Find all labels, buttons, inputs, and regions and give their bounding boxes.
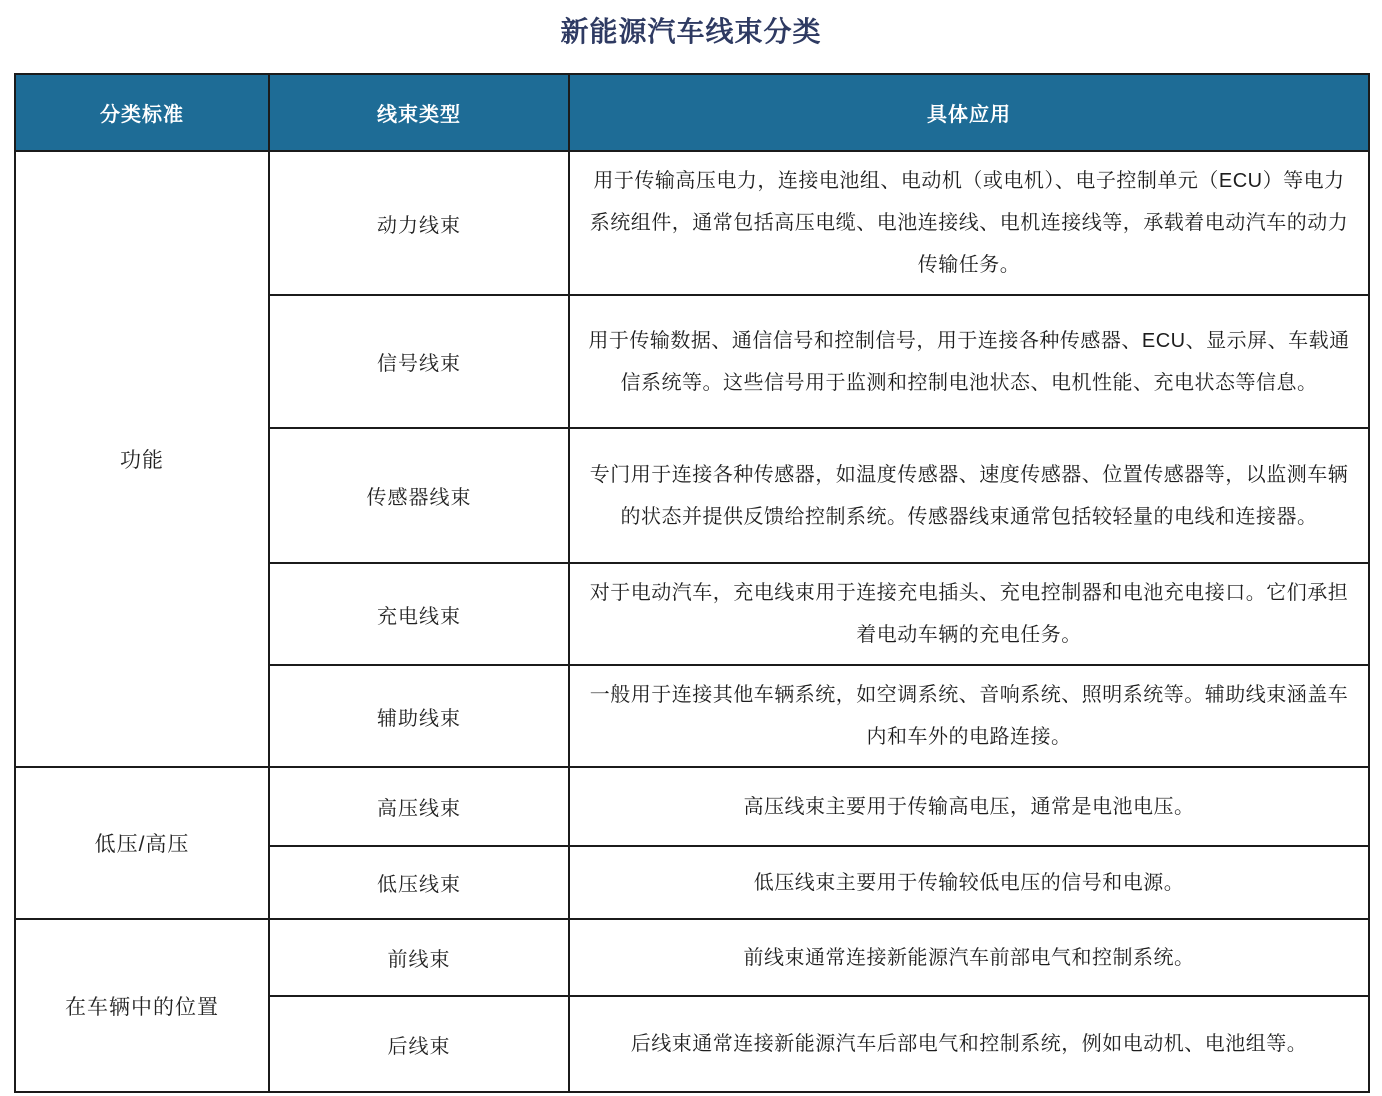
- application-cell: 专门用于连接各种传感器，如温度传感器、速度传感器、位置传感器等，以监测车辆的状态并提供反馈给控制系统。传感器线束通常包括较轻量的电线和连接器。: [569, 428, 1369, 563]
- category-cell-position: 在车辆中的位置: [15, 919, 269, 1092]
- application-cell: 高压线束主要用于传输高电压，通常是电池电压。: [569, 767, 1369, 846]
- page-title: 新能源汽车线束分类: [560, 16, 822, 47]
- table-row: [15, 151, 1369, 295]
- application-cell: 对于电动汽车，充电线束用于连接充电插头、充电控制器和电池充电接口。它们承担着电动车辆的充电任务。: [569, 563, 1369, 665]
- application-cell: 用于传输数据、通信信号和控制信号，用于连接各种传感器、ECU、显示屏、车载通信系统等。这些信号用于监测和控制电池状态、电机性能、充电状态等信息。: [569, 295, 1369, 428]
- type-cell: 动力线束: [269, 151, 569, 295]
- application-cell: 一般用于连接其他车辆系统，如空调系统、音响系统、照明系统等。辅助线束涵盖车内和车外的电路连接。: [569, 665, 1369, 767]
- type-cell: 高压线束: [269, 767, 569, 846]
- category-cell-function: 功能: [15, 151, 269, 767]
- header-specific-application: 具体应用: [569, 74, 1369, 151]
- application-cell: 用于传输高压电力，连接电池组、电动机（或电机）、电子控制单元（ECU）等电力系统组件，通常包括高压电缆、电池连接线、电机连接线等，承载着电动汽车的动力传输任务。: [569, 151, 1369, 295]
- application-cell: 前线束通常连接新能源汽车前部电气和控制系统。: [569, 919, 1369, 996]
- type-cell: 前线束: [269, 919, 569, 996]
- table-row: [15, 919, 1369, 996]
- header-row: [15, 74, 1369, 151]
- type-cell: 低压线束: [269, 846, 569, 919]
- type-cell: 后线束: [269, 996, 569, 1092]
- type-cell: 信号线束: [269, 295, 569, 428]
- header-harness-type: 线束类型: [269, 74, 569, 151]
- application-cell: 后线束通常连接新能源汽车后部电气和控制系统，例如电动机、电池组等。: [569, 996, 1369, 1092]
- type-cell: 充电线束: [269, 563, 569, 665]
- header-classification-standard: 分类标准: [15, 74, 269, 151]
- harness-classification-table: [14, 73, 1370, 1093]
- type-cell: 传感器线束: [269, 428, 569, 563]
- table-row: [15, 767, 1369, 846]
- type-cell: 辅助线束: [269, 665, 569, 767]
- category-cell-voltage: 低压/高压: [15, 767, 269, 919]
- application-cell: 低压线束主要用于传输较低电压的信号和电源。: [569, 846, 1369, 919]
